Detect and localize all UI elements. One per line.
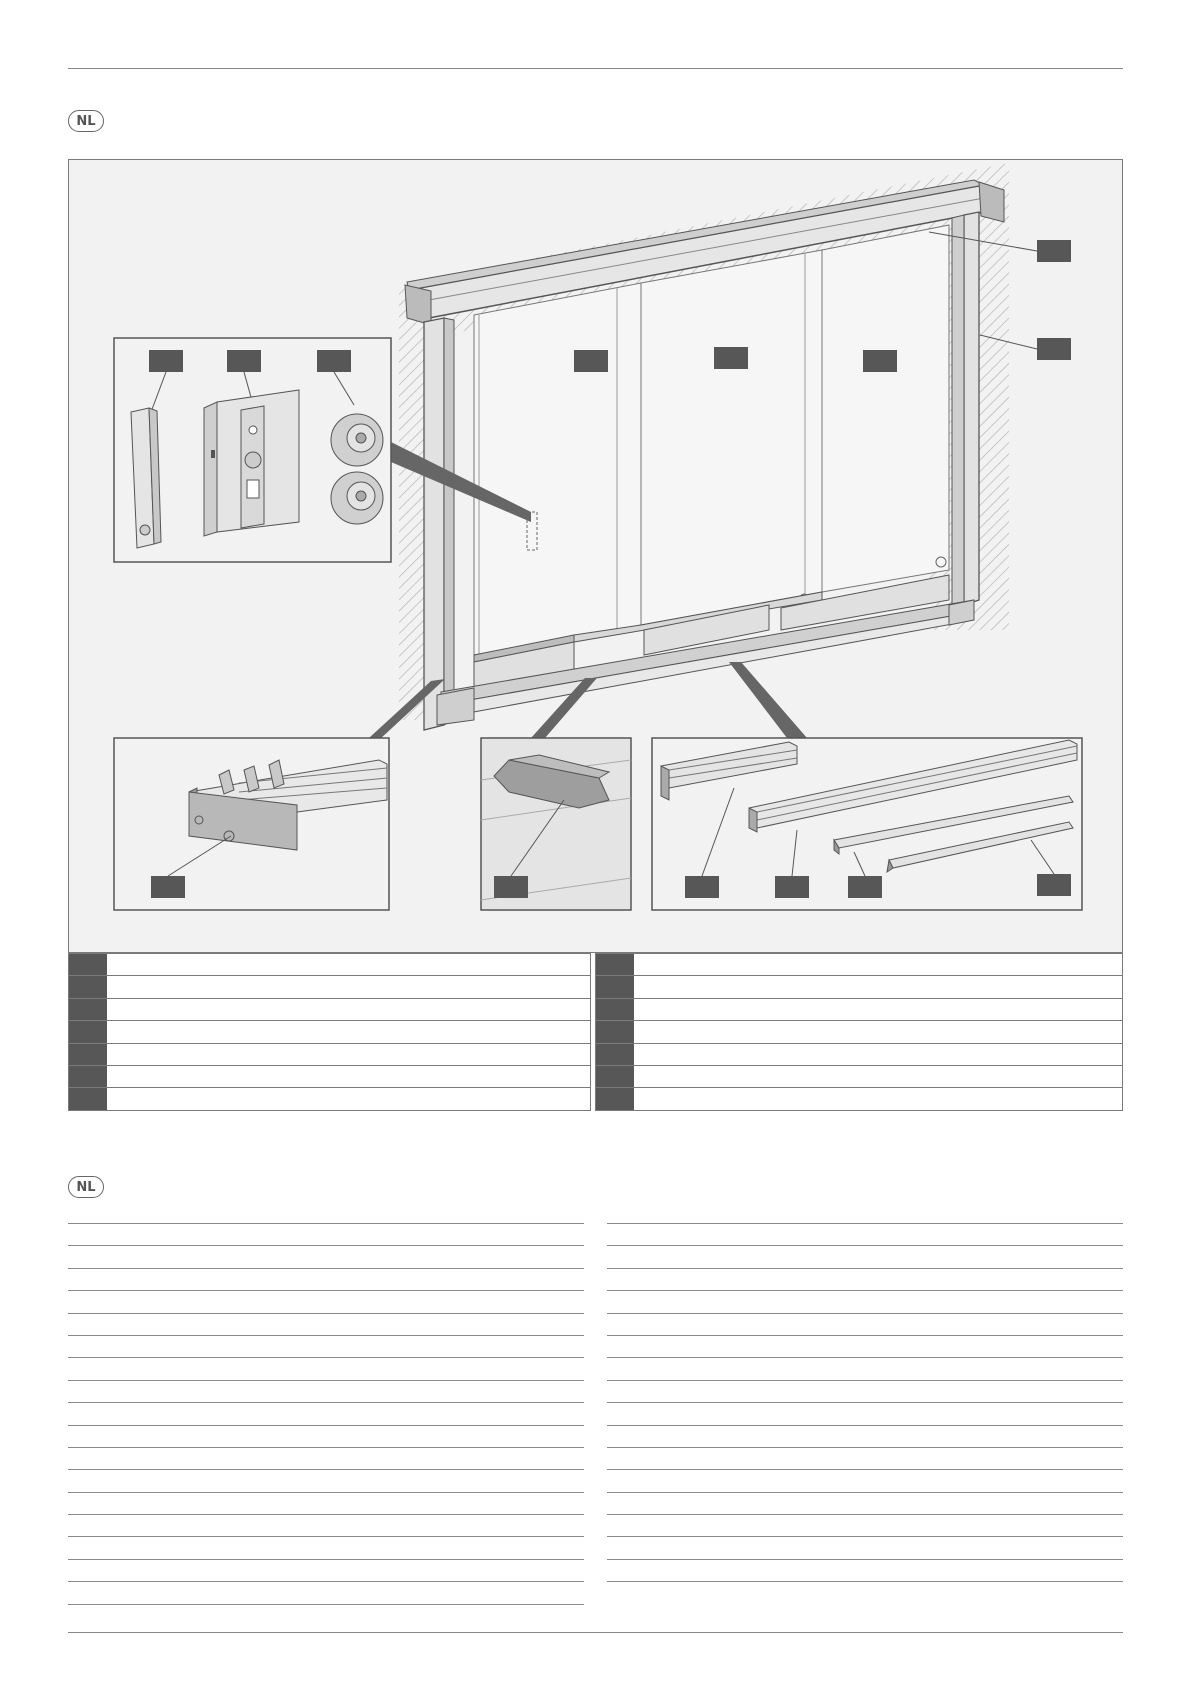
note-line <box>607 1268 1123 1290</box>
note-line <box>68 1402 584 1424</box>
callout-lock-body <box>227 350 261 372</box>
legend-row <box>596 1020 1122 1042</box>
note-line <box>68 1581 584 1603</box>
callout-handle-strip <box>149 350 183 372</box>
legend-row <box>69 953 590 975</box>
note-line <box>68 1536 584 1558</box>
notes-lines-right <box>607 1223 1123 1604</box>
callout-cylinder <box>317 350 351 372</box>
note-line <box>68 1425 584 1447</box>
parts-illustration-panel <box>68 159 1123 953</box>
legend-row <box>596 1087 1122 1109</box>
note-line <box>68 1223 584 1245</box>
callout-end-cap <box>151 876 185 898</box>
note-line <box>607 1223 1123 1245</box>
language-badge-notes: NL <box>68 1176 104 1198</box>
note-line <box>607 1492 1123 1514</box>
glass-panel-3 <box>822 225 949 592</box>
note-line <box>607 1290 1123 1312</box>
note-line <box>607 1313 1123 1335</box>
top-rule <box>68 68 1123 69</box>
note-line <box>607 1335 1123 1357</box>
note-line <box>68 1559 584 1581</box>
language-badge-top: NL <box>68 110 104 132</box>
callout-triple-rail <box>685 876 719 898</box>
legend-row <box>69 1065 590 1087</box>
note-line <box>607 1245 1123 1267</box>
legend-row <box>69 975 590 997</box>
note-line <box>68 1492 584 1514</box>
note-line <box>607 1380 1123 1402</box>
note-line <box>68 1335 584 1357</box>
note-line <box>68 1313 584 1335</box>
note-line <box>68 1604 584 1626</box>
legend-row <box>596 1065 1122 1087</box>
callout-double-rail <box>775 876 809 898</box>
note-line <box>607 1536 1123 1558</box>
legend-row <box>69 1020 590 1042</box>
note-line <box>607 1559 1123 1581</box>
legend-row <box>69 1043 590 1065</box>
legend-row <box>596 975 1122 997</box>
note-line <box>68 1514 584 1536</box>
note-line <box>68 1357 584 1379</box>
note-line <box>68 1268 584 1290</box>
note-line <box>607 1469 1123 1491</box>
legend-row <box>69 998 590 1020</box>
note-line <box>607 1514 1123 1536</box>
note-line <box>607 1425 1123 1447</box>
callout-glass-panel-2 <box>714 347 748 369</box>
callout-top-rail <box>1037 240 1071 262</box>
note-line <box>607 1402 1123 1424</box>
callout-glass-panel-3 <box>863 350 897 372</box>
glass-panel-1 <box>474 283 641 655</box>
legend-left <box>68 953 591 1111</box>
note-line <box>607 1357 1123 1379</box>
glass-panel-2 <box>641 250 822 625</box>
note-line <box>68 1380 584 1402</box>
note-line <box>68 1469 584 1491</box>
callout-glass-panel-1 <box>574 350 608 372</box>
legend-row <box>596 998 1122 1020</box>
bottom-rule <box>68 1632 1123 1633</box>
note-line <box>607 1447 1123 1469</box>
right-wall-profile <box>964 212 979 605</box>
legend-row <box>69 1087 590 1109</box>
legend-row <box>596 1043 1122 1065</box>
note-line <box>68 1290 584 1312</box>
callout-wall-profile <box>1037 338 1071 360</box>
note-line <box>68 1245 584 1267</box>
callout-wedge-profile <box>1037 874 1071 896</box>
left-wall-profile <box>424 318 444 730</box>
note-line <box>607 1581 1123 1603</box>
legend-row <box>596 953 1122 975</box>
note-line <box>68 1447 584 1469</box>
sliding-door-illustration <box>69 160 1124 954</box>
callout-small-profile <box>848 876 882 898</box>
legend-right <box>595 953 1123 1111</box>
notes-lines-left <box>68 1223 584 1626</box>
callout-stopper <box>494 876 528 898</box>
